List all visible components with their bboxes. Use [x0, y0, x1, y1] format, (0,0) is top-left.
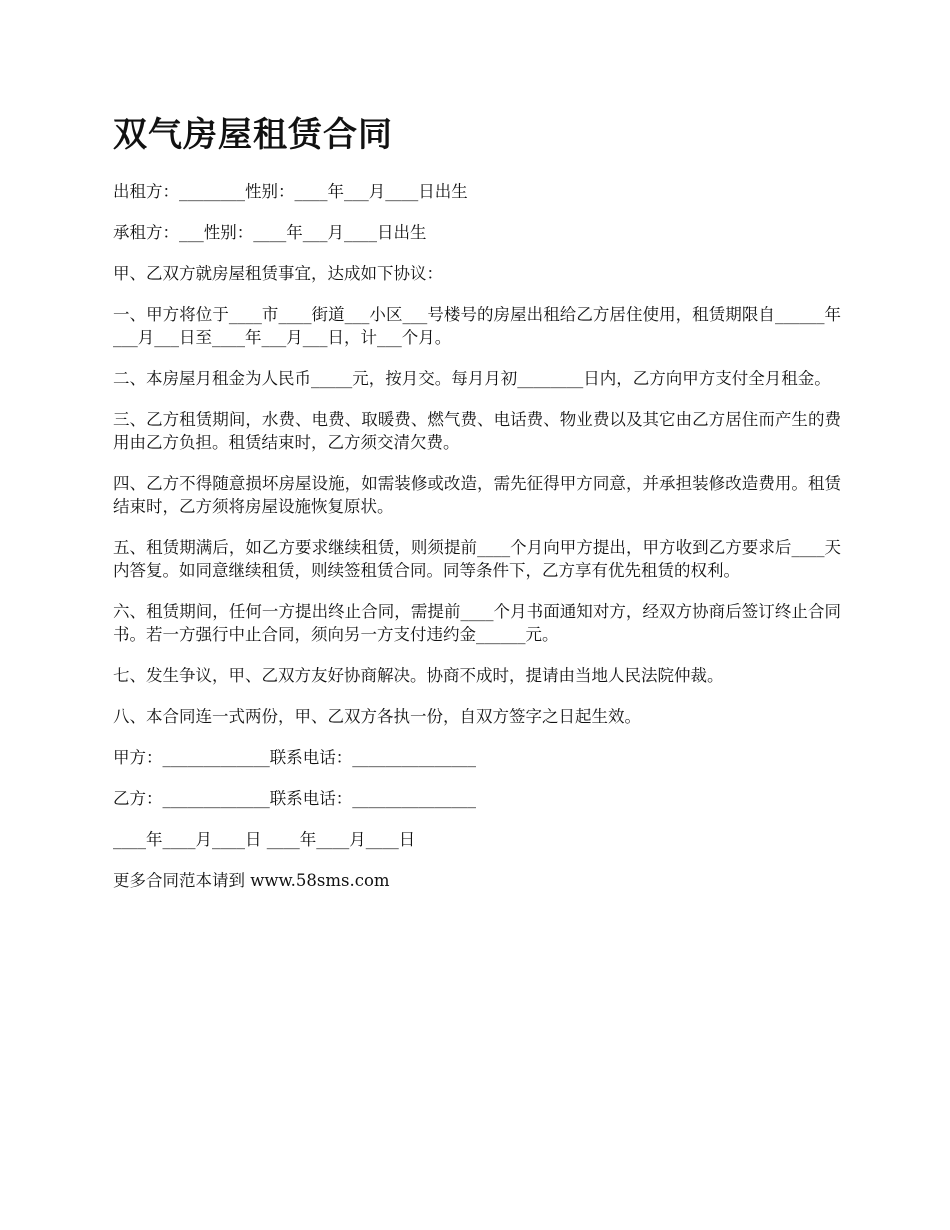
signing-dates: ____年____月____日 ____年____月____日	[113, 830, 416, 849]
clause-7: 七、发生争议，甲、乙双方友好协商解决。协商不成时，提请由当地人民法院仲裁。	[113, 666, 724, 685]
party-b-signature: 乙方：_____________联系电话：_______________	[113, 789, 476, 808]
footer-note: 更多合同范本请到 www.58sms.com	[113, 871, 390, 890]
clause-5: 五、租赁期满后，如乙方要求继续租赁，则须提前____个月向甲方提出，甲方收到乙方要求后____天内答复。如同意继续租赁，则续签租赁合同。同等条件下，乙方享有优先租赁的权利。	[113, 538, 841, 580]
lessee-info: 承租方：___性别：____年___月____日出生	[113, 223, 427, 242]
party-a-signature: 甲方：_____________联系电话：_______________	[113, 748, 476, 767]
agreement-intro: 甲、乙双方就房屋租赁事宜，达成如下协议：	[113, 264, 443, 283]
clause-8: 八、本合同连一式两份，甲、乙双方各执一份，自双方签字之日起生效。	[113, 707, 641, 726]
clause-4: 四、乙方不得随意损坏房屋设施，如需装修或改造，需先征得甲方同意，并承担装修改造费用。租赁结束时，乙方须将房屋设施恢复原状。	[113, 474, 841, 516]
lessor-info: 出租方：________性别：____年___月____日出生	[113, 182, 468, 201]
document-title: 双气房屋租赁合同	[113, 115, 393, 155]
clause-1: 一、甲方将位于____市____街道___小区___号楼号的房屋出租给乙方居住使用，租赁期限自______年___月___日至____年___月___日，计___个月。	[113, 305, 842, 347]
clause-3: 三、乙方租赁期间，水费、电费、取暖费、燃气费、电话费、物业费以及其它由乙方居住而产生的费用由乙方负担。租赁结束时，乙方须交清欠费。	[113, 410, 841, 452]
clause-2: 二、本房屋月租金为人民币_____元，按月交。每月月初________日内，乙方向甲方支付全月租金。	[113, 369, 831, 388]
document-page	[113, 110, 841, 910]
clause-6: 六、租赁期间，任何一方提出终止合同，需提前____个月书面通知对方，经双方协商后签订终止合同书。若一方强行中止合同，须向另一方支付违约金______元。	[113, 602, 841, 644]
